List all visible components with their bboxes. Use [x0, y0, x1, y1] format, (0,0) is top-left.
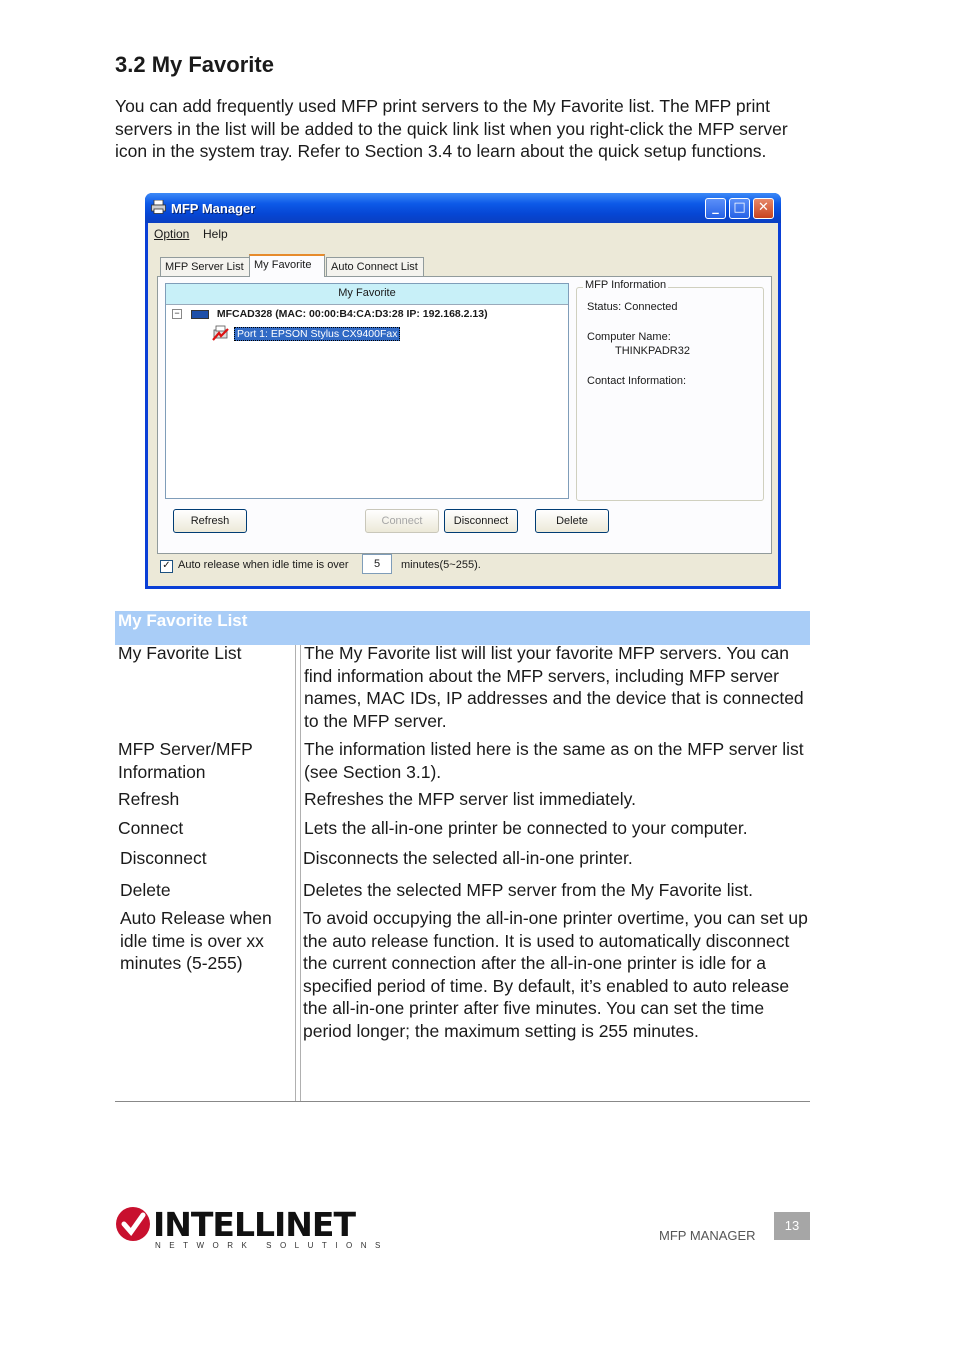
menu-bar — [148, 223, 778, 245]
row-term: Connect — [118, 818, 184, 838]
footer-label: MFP MANAGER — [659, 1228, 756, 1243]
tree-server-node[interactable] — [172, 308, 488, 320]
disconnect-button[interactable]: Disconnect — [444, 509, 518, 533]
mfp-information-legend: MFP Information — [585, 279, 667, 291]
printer-icon — [151, 200, 166, 214]
row-term: Delete — [120, 880, 171, 900]
brand-subtitle: NETWORK SOLUTIONS — [155, 1241, 389, 1250]
mfp-information-group — [576, 287, 764, 501]
row-term: Disconnect — [120, 848, 207, 868]
table-header — [115, 611, 810, 645]
row-description: Lets the all-in-one printer be connected to your computer. — [304, 818, 748, 838]
collapse-icon[interactable]: − — [172, 309, 182, 319]
brand-name: INTELLINET — [153, 1205, 355, 1244]
computer-name-label: Computer Name: — [587, 331, 671, 343]
row-term: My Favorite List — [118, 643, 242, 663]
tree-header: My Favorite — [166, 284, 568, 305]
table-header-title: My Favorite List — [118, 611, 248, 630]
row-description: The My Favorite list will list your favorite MFP servers. You can find information about the MFP servers, including MFP server names, MAC IDs, IP addresses and the device that is connected to the MFP server. — [304, 643, 804, 731]
tab-my-favorite[interactable]: My Favorite — [249, 254, 325, 277]
auto-release-checkbox[interactable]: ✓ — [160, 560, 173, 573]
maximize-button[interactable]: □ — [729, 198, 750, 219]
close-button[interactable]: ✕ — [753, 198, 774, 219]
row-description: Refreshes the MFP server list immediately. — [304, 789, 636, 809]
minimize-button[interactable]: _ — [705, 198, 726, 219]
intellinet-logo — [115, 1205, 389, 1260]
row-term: Refresh — [118, 789, 180, 809]
window-titlebar[interactable] — [145, 193, 781, 223]
status-text: Status: Connected — [587, 301, 678, 313]
port-printer-icon — [212, 325, 230, 341]
mfp-manager-window — [145, 193, 781, 589]
auto-release-label: Auto release when idle time is over — [178, 559, 349, 571]
window-client — [148, 223, 778, 586]
tree-port-node[interactable]: Port 1: EPSON Stylus CX9400Fax — [234, 327, 400, 341]
page-number: 13 — [774, 1212, 810, 1240]
section-title: 3.2 My Favorite — [115, 52, 274, 77]
tab-auto-connect-list[interactable]: Auto Connect List — [326, 257, 424, 276]
column-divider — [295, 645, 296, 1101]
menu-help[interactable]: Help — [203, 227, 228, 241]
auto-release-row — [158, 554, 768, 580]
row-description: To avoid occupying the all-in-one printer overtime, you can set up the auto release function. It is used to automatically disconnect the current connection after the all-in-one printer is idle for a specified period of time. By default, it’s enabled to auto release the all-in-one printer after five minutes. You can set the time period longer; the maximum setting is 255 minutes. — [303, 908, 808, 1041]
column-divider — [300, 645, 301, 1101]
idle-minutes-input[interactable]: 5 — [362, 554, 392, 574]
connect-button[interactable]: Connect — [365, 509, 439, 533]
favorite-tree[interactable] — [165, 283, 569, 499]
menu-option[interactable]: Option — [154, 227, 190, 241]
window-title: MFP Manager — [171, 201, 256, 216]
contact-information-label: Contact Information: — [587, 375, 687, 387]
intro-paragraph: You can add frequently used MFP print servers to the My Favorite list. The MFP print servers in the list will be added to the quick link list when you right-click the MFP server icon in the system tray. Refer to Section 3.4 to learn about the quick setup functions. — [115, 96, 788, 161]
tab-mfp-server-list[interactable]: MFP Server List — [160, 257, 250, 276]
my-favorite-panel — [157, 276, 772, 554]
row-description: Disconnects the selected all-in-one printer. — [303, 848, 633, 868]
minutes-range-label: minutes(5~255). — [401, 559, 481, 571]
row-term: Auto Release when idle time is over xx minutes (5-255) — [120, 908, 272, 973]
row-description: Deletes the selected MFP server from the My Favorite list. — [303, 880, 753, 900]
table-bottom-rule — [115, 1101, 810, 1102]
row-term: MFP Server/MFP Information — [118, 739, 253, 782]
row-description: The information listed here is the same as on the MFP server list (see Section 3.1). — [304, 739, 804, 782]
server-icon — [191, 310, 209, 319]
delete-button[interactable]: Delete — [535, 509, 609, 533]
computer-name-value: THINKPADR32 — [615, 345, 690, 357]
tree-server-label: MFCAD328 (MAC: 00:00:B4:CA:D3:28 IP: 192.168.2.13) — [216, 308, 488, 320]
refresh-button[interactable]: Refresh — [173, 509, 247, 533]
